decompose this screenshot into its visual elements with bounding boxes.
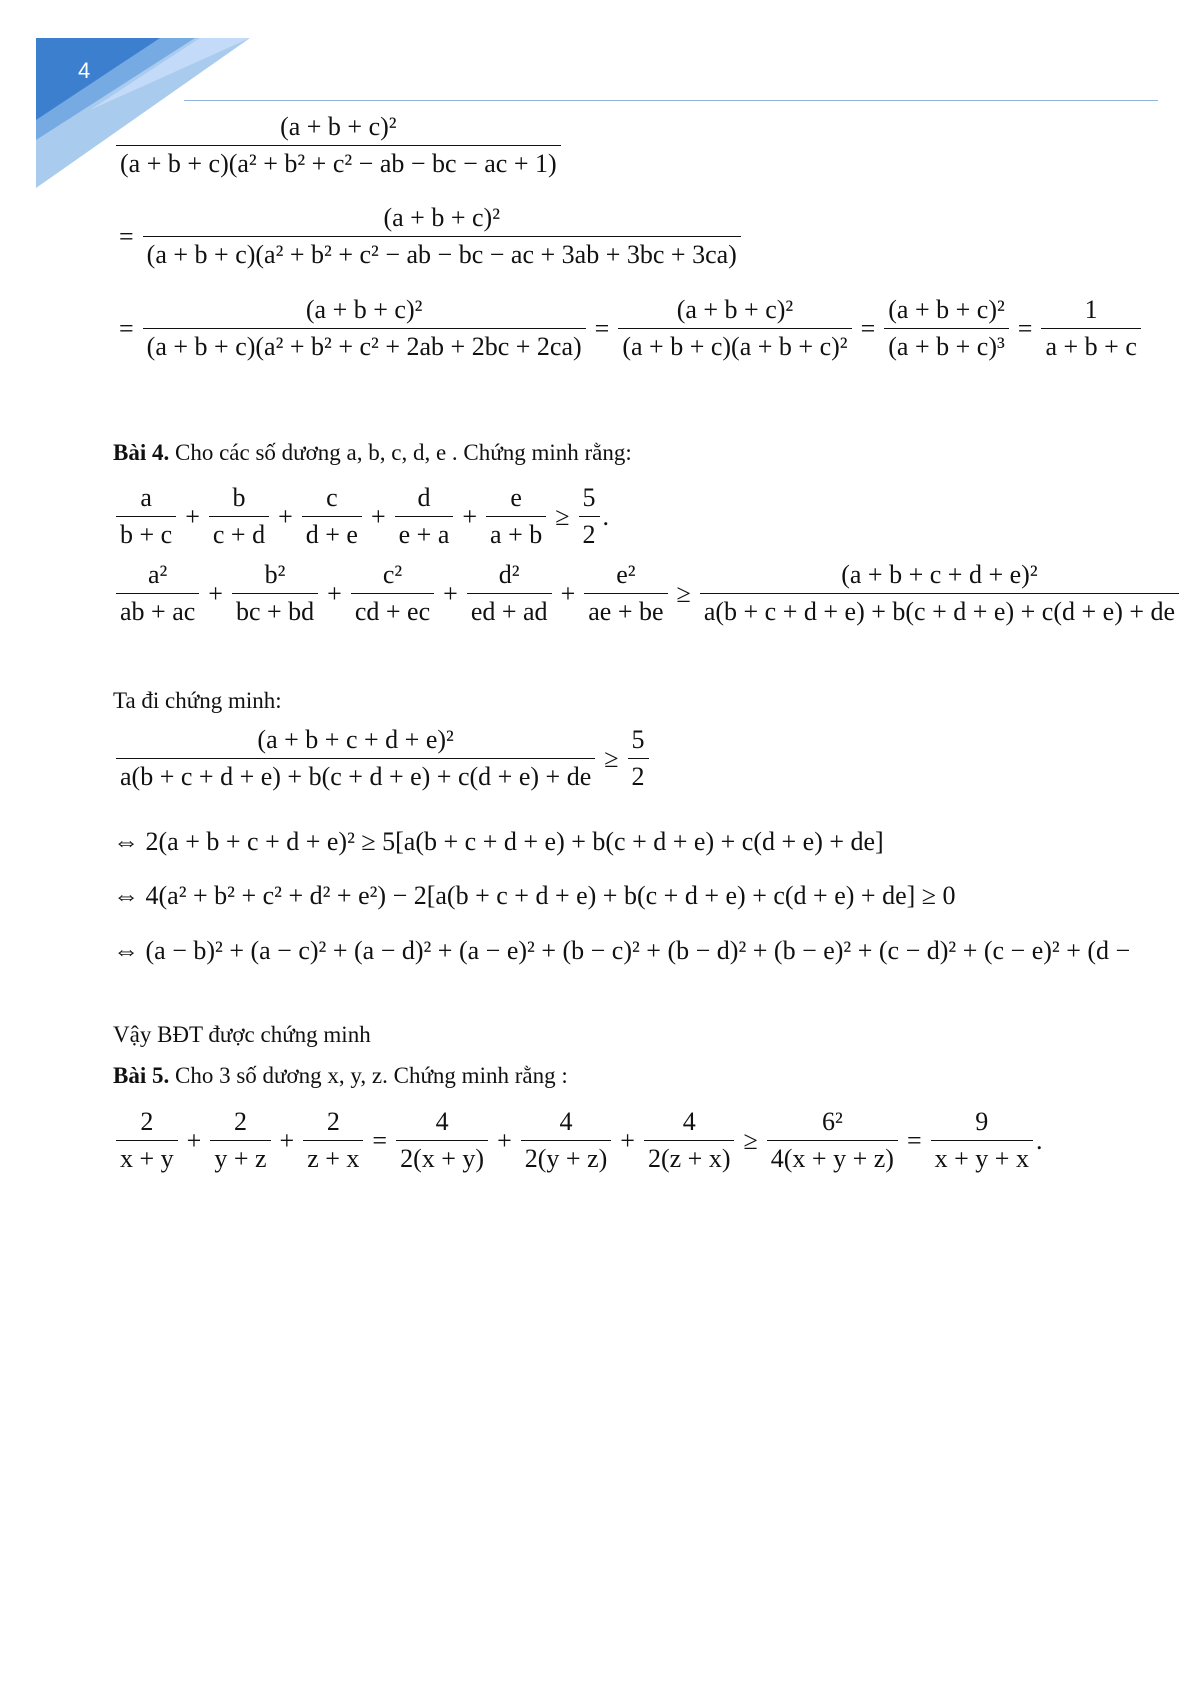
fraction-denominator: x + y — [116, 1140, 178, 1174]
fraction — [303, 1107, 363, 1174]
fraction-numerator: 2 — [326, 1107, 340, 1136]
fraction-numerator: 1 — [1084, 295, 1098, 324]
equals-sign: = — [1017, 313, 1033, 343]
fraction-numerator: a — [140, 483, 152, 512]
fraction-denominator: (a + b + c)(a² + b² + c² + 2ab + 2bc + 2ca) — [143, 328, 586, 362]
fraction-numerator: b — [232, 483, 246, 512]
fraction — [584, 560, 667, 627]
bai4-equiv-3: ⇔ (a − b)² + (a − c)² + (a − d)² + (a − e)² + (b − c)² + (b − d)² + (b − e)² + (c − d)² + (c − e)² + (d − — [113, 936, 1131, 965]
plus-sign: + — [185, 501, 200, 531]
fraction — [396, 1107, 488, 1174]
fraction — [143, 203, 741, 270]
fraction — [579, 483, 600, 550]
fraction-numerator: (a + b + c + d + e)² — [257, 725, 454, 754]
fraction-denominator: (a + b + c)(a + b + c)² — [618, 328, 851, 362]
equals-sign: = — [860, 313, 876, 343]
fraction — [628, 725, 649, 792]
period: . — [602, 501, 610, 531]
plus-sign: + — [208, 578, 223, 608]
fraction-denominator: c + d — [209, 516, 269, 550]
bai4-equiv-1: ⇔ 2(a + b + c + d + e)² ≥ 5[a(b + c + d + e) + b(c + d + e) + c(d + e) + de] — [113, 827, 884, 856]
fraction-denominator: ed + ad — [467, 593, 552, 627]
bai4-statement — [113, 440, 632, 466]
fraction — [486, 483, 546, 550]
plus-sign: + — [443, 578, 458, 608]
bai4-conclusion: Vậy BĐT được chứng minh — [113, 1022, 371, 1047]
fraction-numerator: (a + b + c + d + e)² — [841, 560, 1038, 589]
fraction-denominator: y + z — [210, 1140, 270, 1174]
fraction-denominator: 2 — [628, 758, 649, 792]
fraction-denominator: a(b + c + d + e) + b(c + d + e) + c(d + e) + de — [700, 593, 1179, 627]
fraction-numerator: 5 — [582, 483, 596, 512]
plus-sign: + — [278, 501, 293, 531]
fraction-denominator: z + x — [303, 1140, 363, 1174]
fraction-numerator: b² — [264, 560, 286, 589]
greater-equal-sign: ≥ — [676, 578, 691, 608]
fraction — [351, 560, 434, 627]
period: . — [1035, 1125, 1043, 1155]
fraction — [116, 725, 595, 792]
fraction-numerator: a² — [147, 560, 168, 589]
fraction — [618, 295, 851, 362]
fraction-numerator: 4 — [559, 1107, 573, 1136]
exercise-label: Bài 5. — [113, 1063, 170, 1088]
fraction — [767, 1107, 898, 1174]
fraction-denominator: a(b + c + d + e) + b(c + d + e) + c(d + e) + de — [116, 758, 595, 792]
fraction — [210, 1107, 270, 1174]
fraction — [209, 483, 269, 550]
fraction — [931, 1107, 1033, 1174]
fraction — [232, 560, 318, 627]
bai5-statement — [113, 1063, 568, 1089]
fraction-denominator: a + b — [486, 516, 546, 550]
fraction-numerator: c² — [382, 560, 403, 589]
fraction-denominator: 2(y + z) — [521, 1140, 612, 1174]
fraction-denominator: b + c — [116, 516, 176, 550]
fraction-numerator: e — [510, 483, 522, 512]
fraction-numerator: d — [417, 483, 431, 512]
fraction-numerator: 2 — [233, 1107, 247, 1136]
bai4-cauchy-schwarz — [113, 560, 1182, 627]
plus-sign: + — [370, 501, 386, 531]
equals-sign: = — [372, 1125, 388, 1155]
fraction-denominator: ab + ac — [116, 593, 199, 627]
fraction-numerator: 6² — [821, 1107, 843, 1136]
fraction-denominator: bc + bd — [232, 593, 318, 627]
fraction-denominator: 4(x + y + z) — [767, 1140, 898, 1174]
fraction-denominator: (a + b + c)(a² + b² + c² − ab − bc − ac + 3ab + 3bc + 3ca) — [143, 236, 741, 270]
exercise-text: Cho 3 số dương x, y, z. Chứng minh rằng : — [169, 1063, 568, 1088]
fraction — [116, 483, 176, 550]
bai4-goal — [113, 725, 652, 792]
fraction-numerator: e² — [616, 560, 636, 589]
plus-sign: + — [497, 1125, 512, 1155]
equals-sign: = — [119, 221, 134, 251]
fraction-denominator: x + y + x — [931, 1140, 1033, 1174]
fraction-denominator: ae + be — [584, 593, 667, 627]
bai4-inequality — [113, 483, 609, 550]
fraction — [467, 560, 552, 627]
exercise-label: Bài 4. — [113, 440, 170, 465]
fraction-numerator: (a + b + c)² — [888, 295, 1005, 324]
fraction-numerator: (a + b + c)² — [280, 112, 397, 141]
fraction — [884, 295, 1009, 362]
fraction — [302, 483, 362, 550]
fraction — [116, 560, 199, 627]
fraction-numerator: (a + b + c)² — [383, 203, 500, 232]
derivation-line-1 — [113, 112, 564, 179]
fraction-denominator: a + b + c — [1041, 328, 1140, 362]
derivation-line-2 — [113, 203, 744, 270]
derivation-line-3 — [113, 295, 1144, 362]
fraction-numerator: c — [326, 483, 338, 512]
plus-sign: + — [560, 578, 576, 608]
equals-sign: = — [906, 1125, 922, 1155]
fraction-denominator: 2 — [579, 516, 600, 550]
fraction-denominator: (a + b + c)³ — [884, 328, 1009, 362]
fraction — [116, 1107, 178, 1174]
prove-intro: Ta đi chứng minh: — [113, 688, 282, 713]
equals-sign: = — [119, 313, 134, 343]
fraction-numerator: (a + b + c)² — [676, 295, 794, 324]
fraction-denominator: d + e — [302, 516, 362, 550]
greater-equal-sign: ≥ — [555, 501, 570, 531]
header-rule — [184, 100, 1158, 101]
fraction-numerator: 9 — [975, 1107, 989, 1136]
fraction-denominator: cd + ec — [351, 593, 434, 627]
fraction — [116, 112, 561, 179]
fraction-denominator: 2(z + x) — [644, 1140, 735, 1174]
fraction-denominator: 2(x + y) — [396, 1140, 488, 1174]
fraction-numerator: 2 — [140, 1107, 154, 1136]
fraction — [644, 1107, 735, 1174]
fraction — [1041, 295, 1140, 362]
fraction-denominator: (a + b + c)(a² + b² + c² − ab − bc − ac + 1) — [116, 145, 561, 179]
fraction-numerator: d² — [498, 560, 520, 589]
fraction — [395, 483, 454, 550]
plus-sign: + — [327, 578, 342, 608]
fraction-numerator: 4 — [682, 1107, 696, 1136]
greater-equal-sign: ≥ — [604, 743, 619, 773]
fraction-numerator: (a + b + c)² — [305, 295, 423, 324]
plus-sign: + — [279, 1125, 295, 1155]
greater-equal-sign: ≥ — [743, 1125, 758, 1155]
fraction-numerator: 4 — [435, 1107, 449, 1136]
page-number: 4 — [78, 58, 91, 83]
fraction — [521, 1107, 612, 1174]
fraction — [143, 295, 586, 362]
plus-sign: + — [186, 1125, 202, 1155]
equals-sign: = — [594, 313, 610, 343]
fraction-denominator: e + a — [395, 516, 454, 550]
fraction — [700, 560, 1179, 627]
fraction-numerator: 5 — [631, 725, 645, 754]
plus-sign: + — [620, 1125, 635, 1155]
exercise-text: Cho các số dương a, b, c, d, e . Chứng minh rằng: — [169, 440, 632, 465]
plus-sign: + — [462, 501, 478, 531]
bai4-equiv-2: ⇔ 4(a² + b² + c² + d² + e²) − 2[a(b + c + d + e) + b(c + d + e) + c(d + e) + de] ≥ 0 — [113, 881, 956, 910]
bai5-inequality — [113, 1107, 1042, 1174]
